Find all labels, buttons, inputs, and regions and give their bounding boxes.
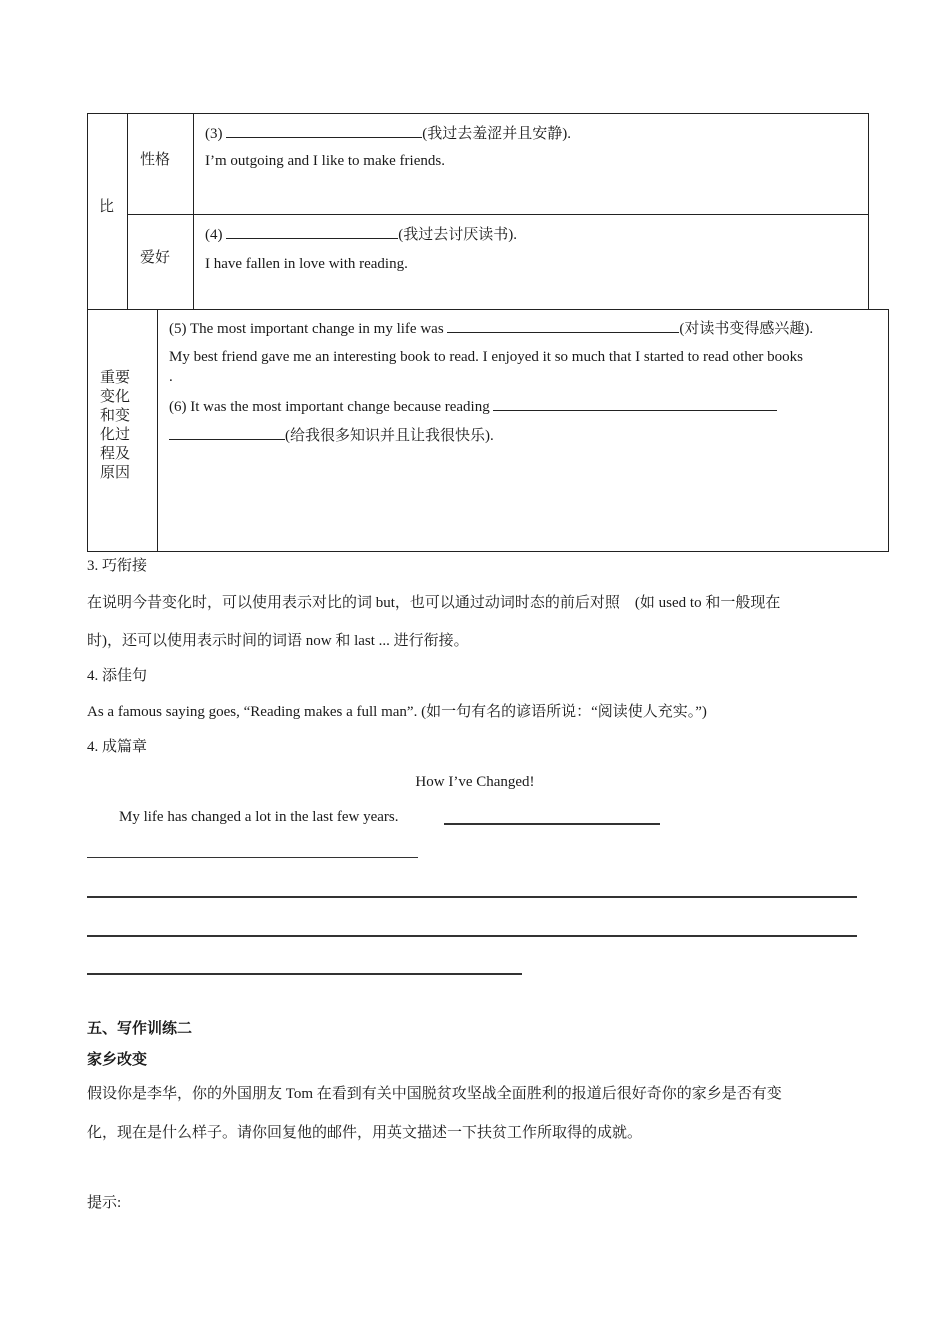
item5-example: My best friend gave me an interesting book to read. I enjoyed it so much that I started to read other books [169, 349, 803, 365]
label-line: 化过 [99, 427, 130, 443]
table-divider-col1 [127, 113, 128, 309]
section5-para-line1: 假设你是李华，你的外国朋友 Tom 在看到有关中国脱贫攻坚战全面胜利的报道后很好奇你的家乡是否有变 [87, 1086, 782, 1102]
item5-hint: (对读书变得感兴趣). [679, 321, 814, 337]
row3-example: I’m outgoing and I like to make friends. [205, 153, 445, 169]
item6-answer-blank-1[interactable] [493, 396, 777, 411]
label-line: 和变 [99, 408, 130, 424]
table2-border-bottom [87, 551, 889, 552]
row4-answer-blank[interactable] [226, 224, 398, 239]
table-divider-col2 [193, 113, 194, 309]
table2-border-right [888, 309, 889, 552]
row3-prompt [205, 123, 571, 143]
label-line: 原因 [99, 465, 130, 481]
section4b-heading: 4. 成篇章 [87, 739, 148, 755]
row4-prompt [205, 224, 517, 244]
row3-hint: (我过去羞涩并且安静). [422, 126, 571, 142]
item5-prompt [169, 318, 813, 338]
section5-hint-label: 提示: [87, 1195, 122, 1211]
table-border-top [87, 113, 869, 114]
item5-answer-blank[interactable] [447, 318, 679, 333]
item6-answer-blank-2[interactable] [169, 425, 285, 440]
item6-line2 [169, 425, 494, 445]
section5-para-line2: 化，现在是什么样子。请你回复他的邮件，用英文描述一下扶贫工作所取得的成就。 [87, 1125, 643, 1141]
essay-blank-line-3[interactable] [87, 935, 857, 937]
table2-left-label [95, 369, 135, 483]
category-hobby: 爱好 [140, 250, 171, 266]
label-line: 程及 [99, 446, 130, 462]
section5-subheading: 家乡改变 [87, 1050, 148, 1068]
item6-prompt [169, 396, 777, 416]
table-border-left [87, 113, 88, 309]
row4-number: (4) [205, 227, 223, 243]
row4-hint: (我过去讨厌读书). [398, 227, 517, 243]
section4a-heading: 4. 添佳句 [87, 668, 148, 684]
table2-border-top [87, 309, 889, 310]
item5-example-cont: . [169, 369, 173, 385]
item5-text: (5) The most important change in my life was [169, 321, 444, 337]
table2-divider-col [157, 309, 158, 552]
section3-heading: 3. 巧衔接 [87, 558, 148, 574]
category-personality: 性格 [140, 152, 171, 168]
essay-blank-line-2[interactable] [87, 896, 857, 898]
section4a-text: As a famous saying goes, “Reading makes a full man”. (如一句有名的谚语所说：“阅读使人充实。”) [87, 704, 707, 720]
row3-answer-blank[interactable] [226, 123, 422, 138]
table-divider-row [127, 214, 869, 215]
section3-para-line1: 在说明今昔变化时，可以使用表示对比的词 but，也可以通过动词时态的前后对照 (如 used to 和一般现在 [87, 595, 781, 611]
essay-blank-line-4[interactable] [87, 973, 522, 975]
essay-blank-line-0[interactable] [444, 823, 660, 825]
table2-border-left [87, 309, 88, 552]
essay-start: My life has changed a lot in the last few years. [119, 809, 399, 825]
section3-para-line2: 时)，还可以使用表示时间的词语 now 和 last ... 进行衔接。 [87, 633, 469, 649]
row4-example: I have fallen in love with reading. [205, 256, 408, 272]
essay-title: How I’ve Changed! [415, 774, 535, 790]
table1-left-label: 比 [99, 199, 115, 215]
item6-text: (6) It was the most important change because reading [169, 399, 490, 415]
item6-hint: (给我很多知识并且让我很快乐). [285, 428, 494, 444]
section5-heading: 五、写作训练二 [87, 1019, 193, 1037]
label-line: 重要 [99, 370, 130, 386]
essay-blank-line-1[interactable] [87, 857, 418, 858]
row3-number: (3) [205, 126, 223, 142]
label-line: 变化 [99, 389, 130, 405]
table-border-right [868, 113, 869, 309]
